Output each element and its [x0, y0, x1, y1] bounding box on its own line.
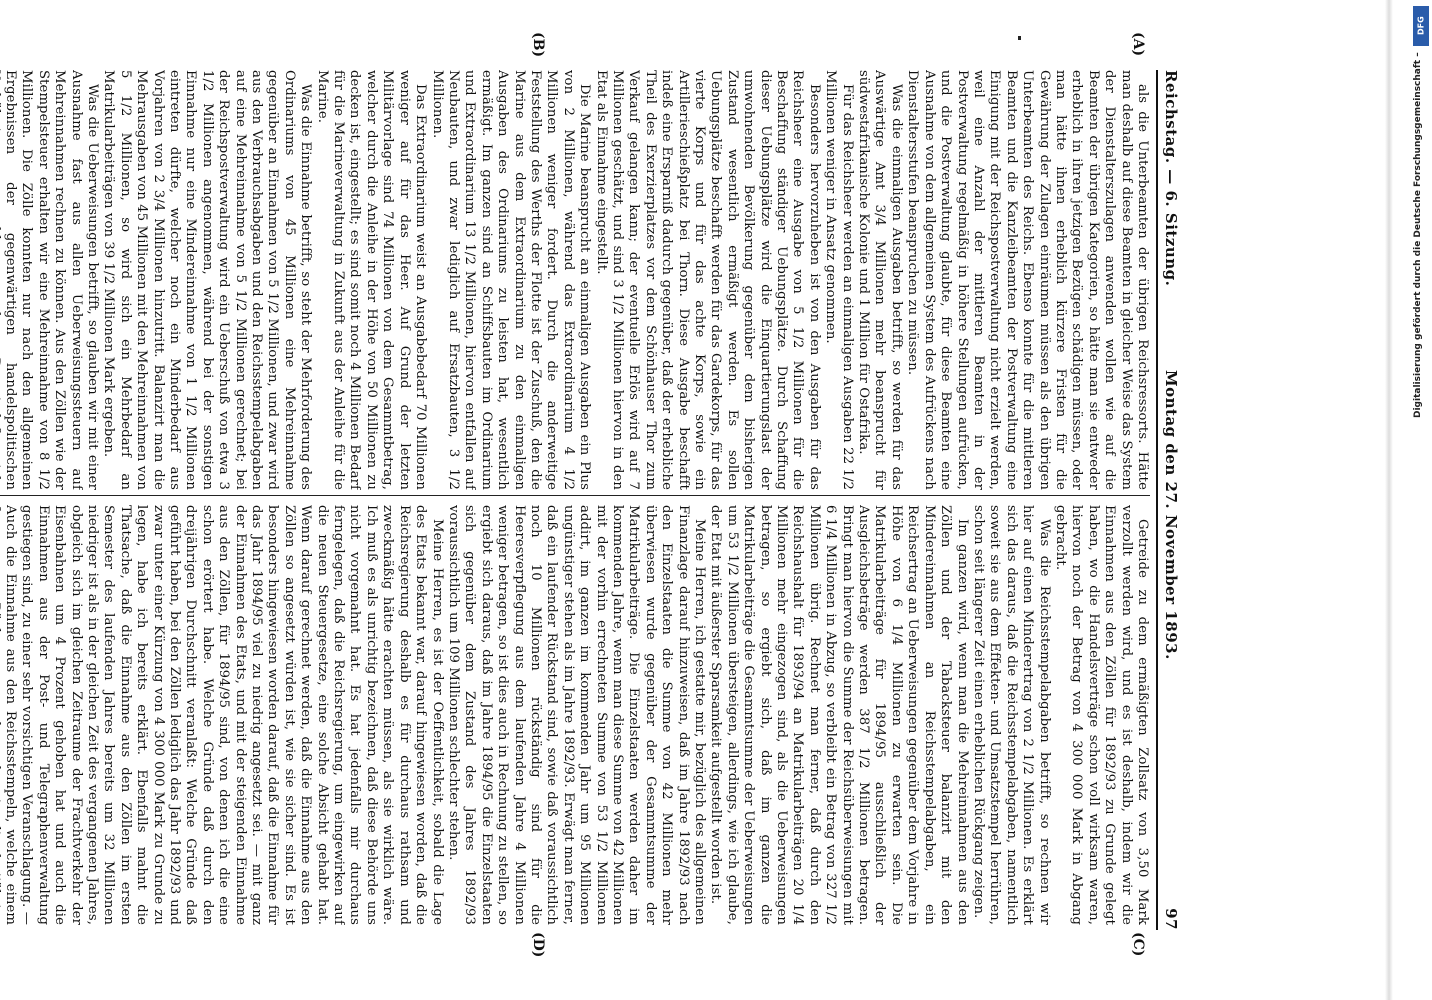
paragraph: Im ganzen wird, wenn man die Mehreinnahmen aus den Zöllen und der Tabacksteuer balanzirt mit den Mindereinnahmen an Reichsstempelabgaben, ein Reichsertrag an Ueberweisungen gegenüber dem Vorjahre in Höhe von 6 1/4 Millionen zu erwarten sein. Die Matrikularbeiträge für 1894/95 ausschließlich der Ausgleichsbeträge werden 387 1/2 Millionen betragen. Bringt man hiervon die Summe der Reichsüberweisungen mit 6 1/4 Millionen in Abzug, so verbleibt ein Betrag von 327 1/2 Millionen übrig. Rechnet man ferner, daß durch den Reichshaushalt für 1893/94 an Matrikularbeiträgen 20 1/4 Millionen mehr eingezogen sind, als die Ueberweisungen betragen, so ergiebt sich, daß im ganzen die Matrikularbeiträge die Gesammtsumme der Ueberweisungen um 53 1/2 Millionen übersteigen, allerdings, wie ich glaube, der Etat mit äußerster Sparsamkeit aufgestellt worden ist. — [708, 505, 970, 925]
paragraph: Die Marine beansprucht an einmaligen Ausgaben ein Plus von 2 Millionen, während das Extraordinarium 4 1/2 Millionen weniger fordert. Durch die anderweitige Feststellung des Werths der Flotte ist der Zuschuß, den die Marine aus dem Extraordinarium zu den einmaligen Ausgaben des Ordinariums zu leisten hat, wesentlich ermäßigt. Im ganzen sind an Schiffsbauten im Ordinarium und Extraordinarium 13 1/2 Millionen, hiervon entfallen auf Neubauten, und zwar lediglich auf Ersatzbauten, 3 1/2 Millionen. — [429, 70, 593, 490]
scan-speck — [1018, 36, 1021, 40]
running-head-date: Montag den 27. November 1893. — [1162, 370, 1180, 660]
paragraph: als die Unterbeamten der übrigen Reichsressorts. Hätte man deshalb auf diese Beamten in gleicher Weise das System der Dienstalterszulagen anwenden wollen wie auf die Beamten der übrigen Kategorien, so hätte man sie entweder erheblich in ihren jetzigen Bezügen schädigen müssen, oder man hätte ihnen erheblich kürzere Fristen für die Gewährung der Zulagen einräumen müssen als den übrigen Unterbeamten des Reichs. Ebenso konnte für die mittleren Beamten und die Kanzleibeamten der Postverwaltung eine Einigung mit der Reichspostverwaltung nicht erzielt werden, weil eine Anzahl der mittleren Beamten in der Postverwaltung regelmäßig in höhere Stellungen aufrücken, und die Postverwaltung glaubte, für diese Beamten eine Ausnahme von dem allgemeinen System des Aufrückens nach Dienstaltersstufen beanspruchen zu müssen. — [905, 70, 1150, 490]
paragraph: Was die Ueberweisungen betrifft, so glauben wir mit einer Ausnahme fast aus allen Ueberweisungssteuern auf Mehreinnahmen rechnen zu können. Aus den Zöllen wie der Stempelsteuer erhalten wir eine Mehreinnahme von 8 1/2 Millionen. Die Zölle konnten nur nach den allgemeinen Ergebnissen der gegenwärtigen handelspolitischen — [2, 70, 100, 490]
paragraph: Meine Herren, es ist der Oeffentlichkeit, sobald die Lage des Etats bekannt war, darauf hingewiesen worden, daß die Reichsregierung deshalb es für durchaus rathsam und zweckmäßig hätte erachten müssen, als sie wirklich wäre. Ich muß es als unrichtig bezeichnen, daß diese Behörde uns nicht vorgemahnt hat. Es hat jedenfalls mir durchaus ferngelegen, daß die Reichsregierung, um eingewirken auf die neuen Steuergesetze, eine solche Absicht gehabt hat. Wenn darauf gerechnet werden, daß die Einnahme aus den Zöllen so angesetzt würden ist, wie sie sicher sind. Es ist besonders hingewiesen worden darauf, daß die Einnahme für das Jahr 1894/95 viel zu niedrig angesetzt sei. — mit ganz der Einnahmen des Etats, und mit der steigenden Einnahme aus den Zöllen, für 1894/95 sind, von denen ich die eine schon erörtert habe. Welche Gründe daß durch den dreijährigen Durchschnitt veranlaßt: Welche Gründe daß geführt haben, bei den Zöllen lediglich das Jahr 1892/93 und zwar unter einer Kürzung von 4 300 000 Mark zu Grunde zu legen, habe ich bereits erklärt. Ebenfalls mahnt die Thatsache, daß die Einnahme aus den Zöllen im ersten Semester des laufenden Jahres bereits um 32 Millionen niedriger ist als in der gleichen Zeit des vergangenen Jahres, obgleich sich im gleichen Zeitraume der Frachtverkehr der Eisenbahnen um 4 Prozent gehoben hat und auch die Einnahmen aus der Post- und Telegraphenverwaltung gestiegen sind, zu einer sehr vorsichtigen Veranschlagung. — Auch die Einnahme aus den Reichsstempeln, welche einem — [2, 505, 445, 925]
column-divider — [0, 495, 1150, 496]
running-head — [1156, 70, 1182, 930]
paragraph: Was die Einnahme betrifft, so steht der Mehrforderung des Ordinariums von 45 Millionen eine Mehreinnahme gegenüber an Einnahmen von 5 1/2 Millionen, und zwar wird aus den Verbrauchsabgaben und den Reichsstempelabgaben auf eine Mehreinnahme von 5 1/2 Millionen gerechnet; bei der Reichspostverwaltung wird ein Ueberschuß von etwa 3 1/2 Millionen angenommen, während bei der sonstigen Einnahme nur eine Mindereinnahme von 1 1/2 Millionen eintreten dürfte, welcher noch ein Minderbedarf aus Vorjahren von 2 3/4 Millionen hinzutritt. Balanzirt man die Mehrausgaben von 45 Millionen mit den Mehreinnahmen von 5 1/2 Millionen, so wird sich ein Mehrbedarf an Matrikularbeiträgen von 39 1/2 Millionen Mark ergeben. — [101, 70, 314, 490]
left-column — [0, 70, 1150, 490]
paragraph: Das Extraordinarium weist an Ausgabebedarf 70 Millionen weniger auf für das Heer. Auf Grund der letzten Militärvorlage sind 74 Millionen von dem Gesammtbetrag, welcher durch die Anleihe in der Höhe von 50 Millionen zu decken ist, eingestellt; es sind somit noch 4 Millionen Bedarf für die Marineverwaltung in Zukunft aus der Anleihe für die Marine. — [314, 70, 429, 490]
paragraph: Was die Reichsstempelabgaben betrifft, so rechnen wir hier auf einen Minderertrag von 2 1/2 Millionen. Es erklärt sich das daraus, daß die Reichsstempelabgaben, namentlich soweit sie aus dem Effekten- und Umsatzstempel herrühren, schon seit längerer Zeit einen erheblichen Rückgang zeigen. — [970, 505, 1052, 925]
margin-mark-c: (C) — [1130, 932, 1146, 957]
right-column — [0, 505, 1150, 925]
dfg-logo-badge: DFG — [1413, 6, 1429, 46]
rotated-page — [0, 30, 1186, 970]
paragraph: Was die einmaligen Ausgaben betrifft, so werden für das Auswärtige Amt 3/4 Millionen mehr beansprucht für südwestafrikanische Kolonie und 1 Million für Ostafrika. — [856, 70, 904, 490]
margin-mark-d: (D) — [530, 932, 546, 958]
paragraph: Für das Reichsheer werden an einmaligen Ausgaben 22 1/2 Millionen weniger in Ansatz genommen. — [823, 70, 855, 490]
digitization-notice: Digitalisierung gefördert durch die Deutsche Forschungsgemeinschaft – — [1413, 52, 1423, 418]
margin-mark-a: (A) — [1130, 32, 1146, 57]
page-number: 97 — [1162, 908, 1180, 930]
paragraph: Meine Herren, ich gestatte mir, bezüglich des allgemeinen Finanzlage darauf hinzuweisen, daß im Jahre 1892/93 nach den Einzelstaaten die Summe von 42 Millionen mehr überwiesen wurde gegenüber der Gesammtsumme der Matrikularbeiträge. Die Einzelstaaten werden daher im kommenden Jahre, wenn man diese Summe von 42 Millionen mit der vorhin errechneten Summe von 53 1/2 Millionen addirt, im ganzen im kommenden Jahr um 95 Millionen ungünstiger stehen als im Jahre 1892/93. Erwägt man ferner, daß ein laufender Rückstand sind, sowie daß voraussichtlich noch 10 Millionen rückständig sind für die Heeresverpflegung aus dem laufenden Jahre 4 Millionen weniger betragen, so ist dies auch in Rechnung zu stellen, so ergiebt sich daraus, daß im Jahre 1894/95 die Einzelstaaten sich gegenüber dem Zustand des Jahres 1892/93 voraussichtlich um 109 Millionen schlechter stehen. — [445, 505, 708, 925]
margin-mark-b: (B) — [530, 32, 546, 58]
paragraph: Getreide zu dem ermäßigten Zollsatz von 3,50 Mark verzollt werden wird, und es ist deshalb, indem wir die Einnahmen aus den Zöllen für 1892/93 zu Grunde gelegt haben, wo die Handelsverträge schon voll wirksam waren, hiervon noch der Betrag von 4 300 000 Mark in Abgang gebracht. — [1052, 505, 1150, 925]
page-edge-shadow — [1385, 0, 1393, 1000]
running-head-left: Reichstag. — 6. Sitzung. — [1162, 70, 1180, 287]
paragraph: Besonders hervorzuheben ist von den Ausgaben für das Reichsheer eine Ausgabe von 5 1/2 Millionen für die Beschaffung ständiger Uebungsplätze. Durch Schaffung dieser Uebungsplätze wird die Einquartierungslast der umwohnenden Bevölkerung gegenüber dem bisherigen Zustand wesentlich ermäßigt werden. Es sollen Uebungsplätze beschafft werden für das Gardekorps, für das vierte Korps und für das achte Korps, sowie ein Artillerieschießplatz bei Thorn. Diese Ausgabe beschafft indeß eine Ersparniß dadurch gegenüber, daß der erhebliche Theil des Exerzierplatzes vor dem Schönhauser Thor zum Verkauf gelangen kann; der eventuelle Erlös wird auf 7 Millionen geschätzt, und sind 3 1/2 Millionen hiervon in den Etat als Einnahme eingestellt. — [593, 70, 822, 490]
